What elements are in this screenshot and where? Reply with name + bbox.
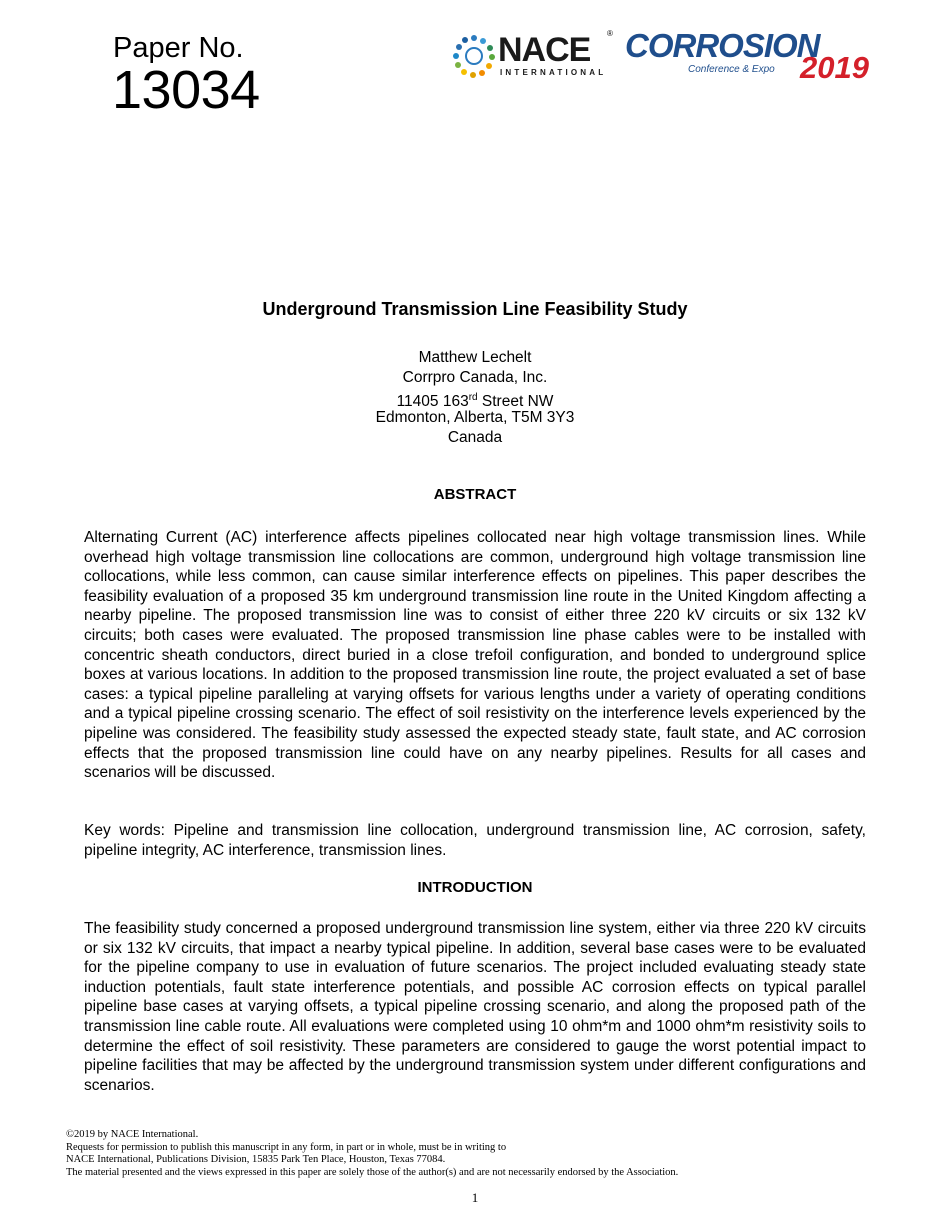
street-rest: Street NW [477,393,554,411]
registered-mark: ® [607,29,613,38]
abstract-text: Alternating Current (AC) interference affects pipelines collocated near high voltage transmission lines. While overhead high voltage transmission line collocations are common, underground high voltage transmission line collocations, while less common, can cause similar interference effects on pipelines. This paper describes the feasibility evaluation of a proposed 35 km underground transmission line route in the United Kingdom affecting a nearby pipeline. The proposed transmission line was to consist of either three 220 kV circuits or six 132 kV circuits; both cases were evaluated. The proposed transmission line phase cables were to be installed with concentric sheath conductors, direct buried in a close trefoil configuration, and bonded to underground splice boxes at various locations. In addition to the proposed transmission line route, the project evaluated a set of base cases: a typical pipeline paralleling at varying offsets for various lengths under a variety of operating conditions and a typical pipeline crossing scenario. The effect of soil resistivity on the interference levels experienced by the pipeline was considered. The feasibility study assessed the expected steady state, fault state, and AC corrosion effects that the proposed transmission line could have on any nearby pipelines. Results for all cases and scenarios will be discussed. [84,529,866,782]
corrosion-logo-text: CORROSION [625,27,820,64]
paper-label: Paper No. [113,32,244,64]
author-name: Matthew Lechelt [418,349,532,366]
corrosion-logo-subtext: Conference & Expo [688,64,775,75]
page-number: 1 [471,1190,479,1205]
copyright-footer [66,1129,678,1179]
paper-number: 13034 [112,60,260,120]
nace-logo-text: NACE [498,31,591,69]
introduction-text: The feasibility study concerned a proposed underground transmission line system, either via three 220 kV circuits or six 132 kV circuits, that impact a nearby typical pipeline. In addition, several base cases were to be evaluated for the pipeline company to use in evaluation of future scenarios. The project included evaluating steady state induction potentials, fault state interference potentials, and possible AC corrosion effects on typical parallel pipeline base cases at varying offsets, a typical pipeline crossing scenario, and along the proposed path of the transmission line cable route. All evaluations were completed using 10 ohm*m and 1000 ohm*m resistivity soils to determine the effect of soil resistivity. These parameters are considered to gauge the worst potential impact to pipeline facilities that may be affected by the underground transmission system under different configurations and scenarios. [84,920,866,1094]
paper-title: Underground Transmission Line Feasibility Study [262,299,688,319]
keywords-text: Key words: Pipeline and transmission line collocation, underground transmission line, AC corrosion, safety, pipeline integrity, AC interference, transmission lines. [84,822,866,859]
footer-line: NACE International, Publications Division, 15835 Park Ten Place, Houston, Texas 77084. [66,1154,446,1166]
nace-globe-icon [452,34,496,78]
footer-line: The material presented and the views expressed in this paper are solely those of the author(s) and are not necessarily endorsed by the Association. [66,1166,679,1178]
street-superscript: rd [468,392,478,403]
nace-logo-subtext: INTERNATIONAL [500,68,607,77]
footer-line: Requests for permission to publish this manuscript in any form, in part or in whole, must be in writing to [66,1141,507,1153]
author-country: Canada [447,429,503,446]
footer-line: ©2019 by NACE International. [66,1129,199,1140]
author-city: Edmonton, Alberta, T5M 3Y3 [375,409,575,426]
author-company: Corrpro Canada, Inc. [402,369,548,386]
corrosion-logo-year: 2019 [800,50,869,85]
street-number: 11405 163 [396,393,469,411]
abstract-heading: ABSTRACT [433,486,517,503]
introduction-heading: INTRODUCTION [417,879,533,896]
